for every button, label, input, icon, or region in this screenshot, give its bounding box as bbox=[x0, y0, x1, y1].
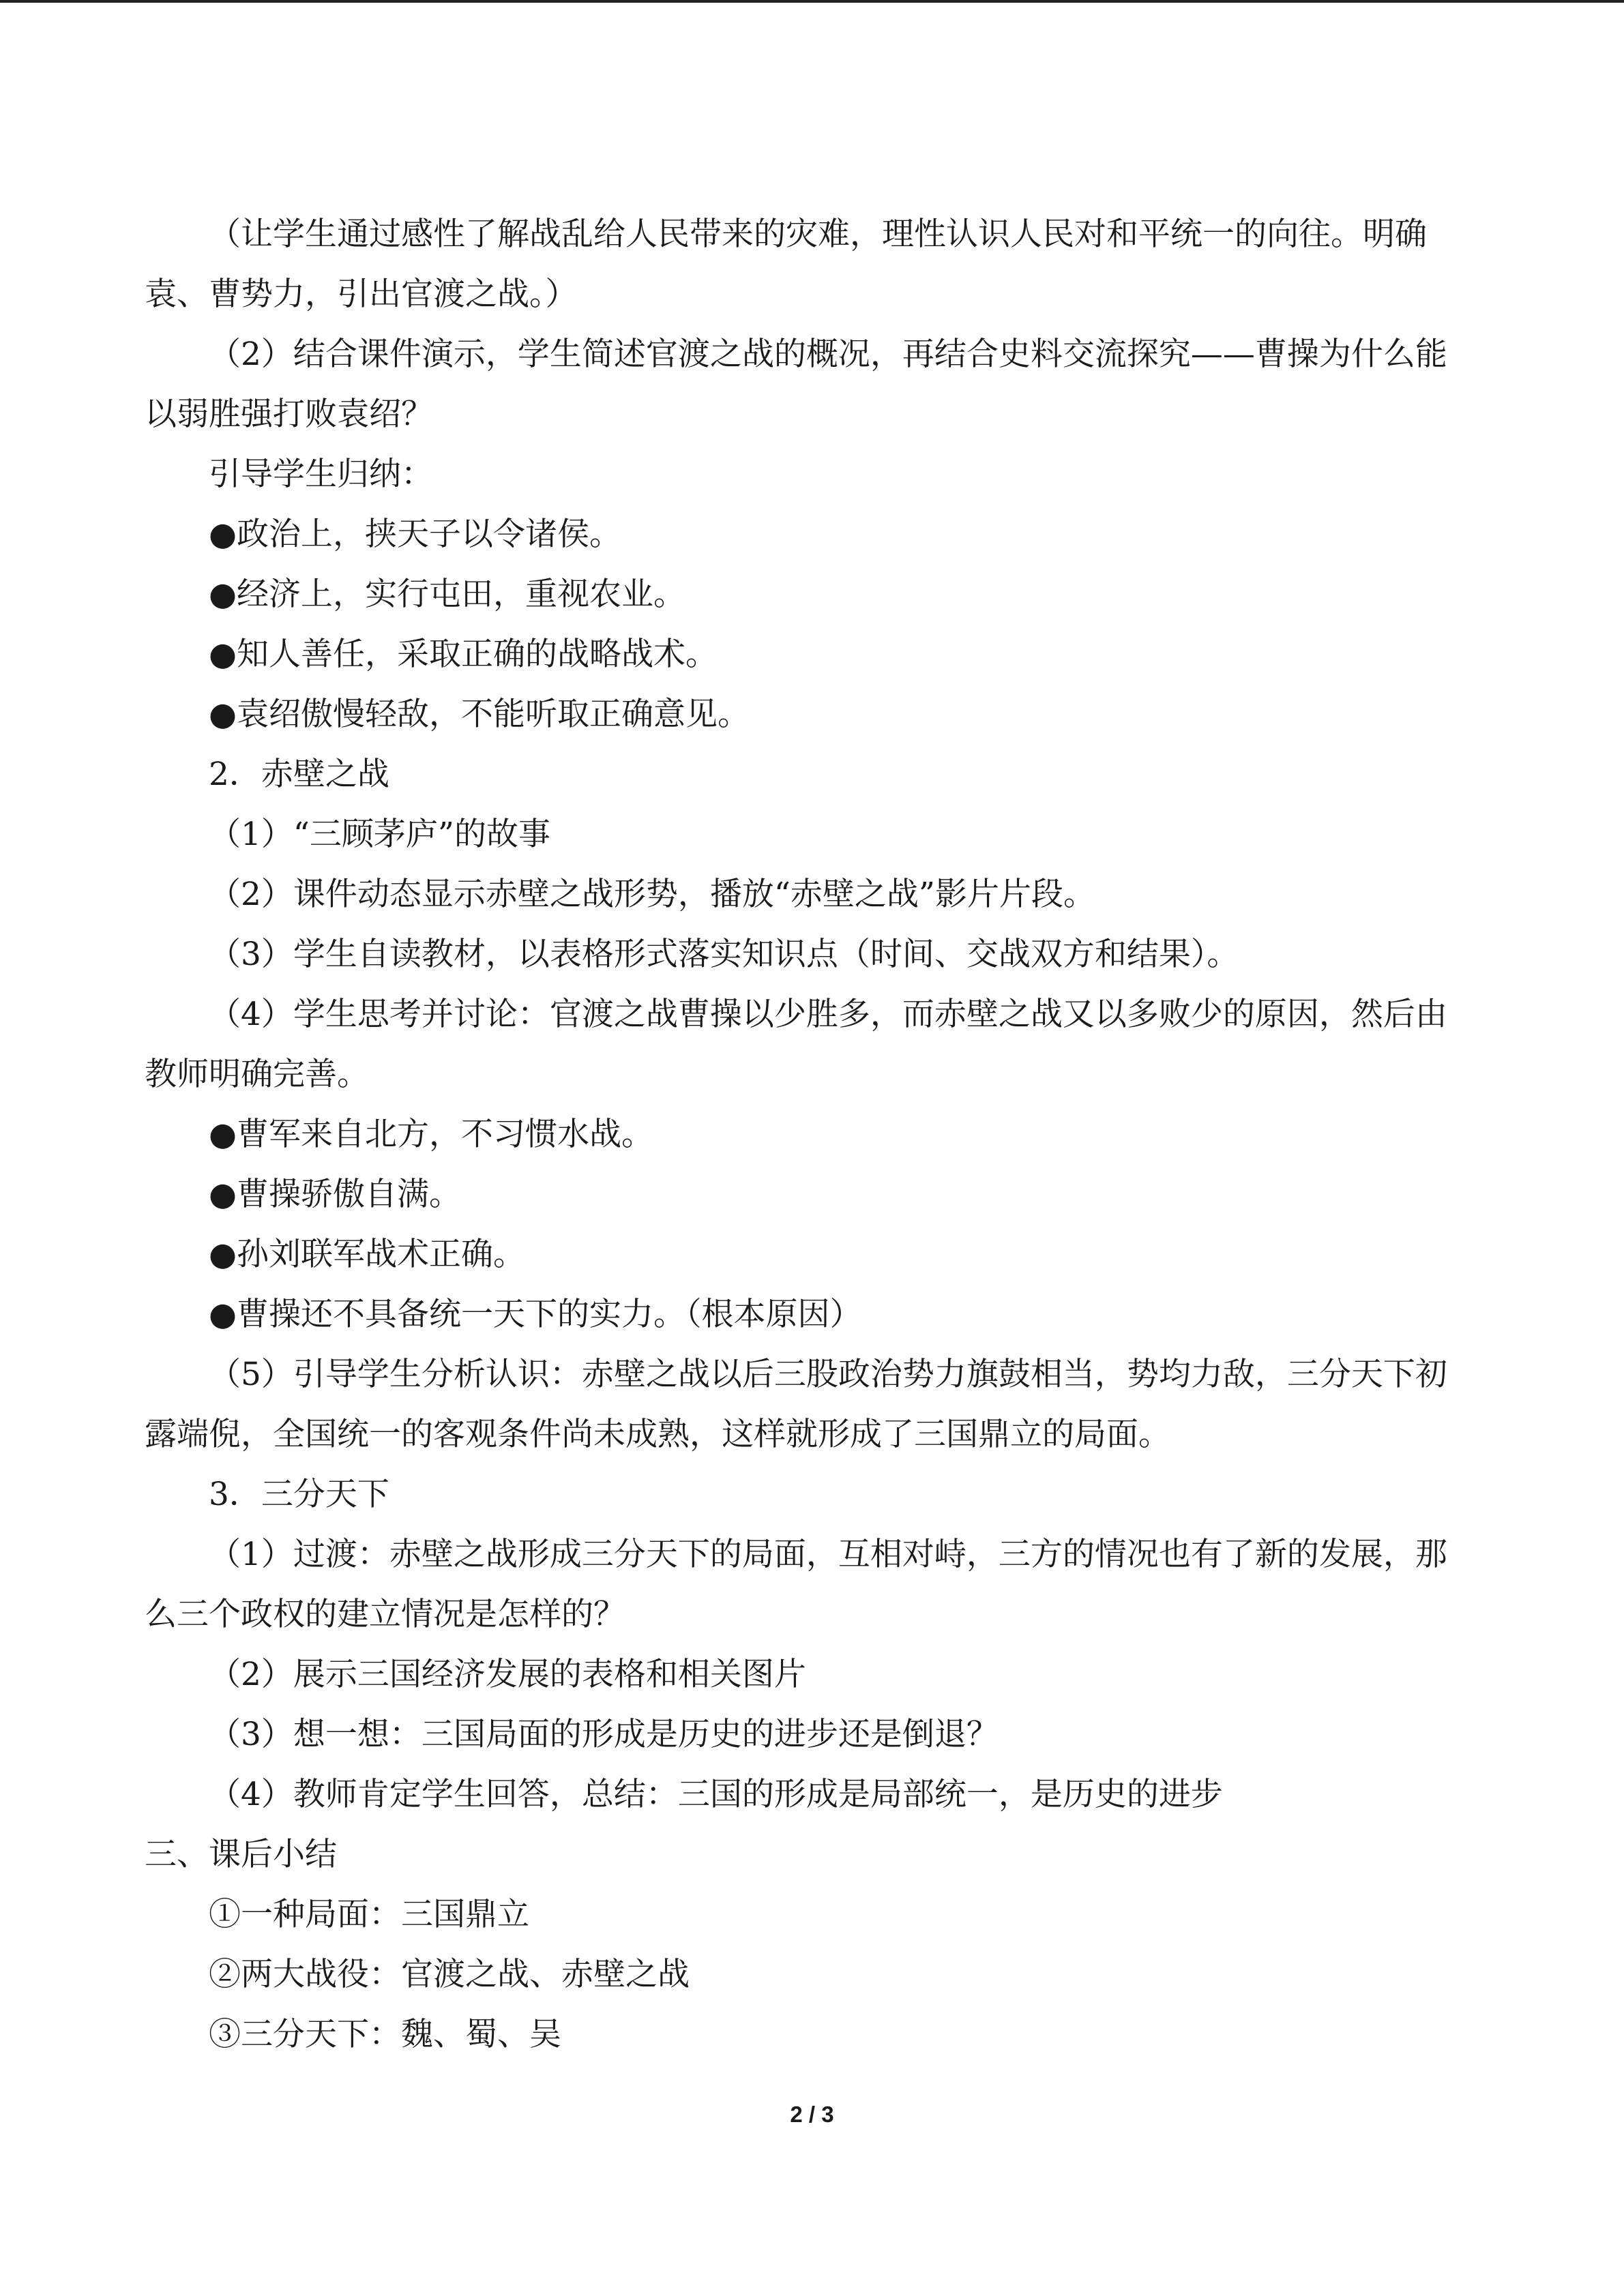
paragraph-line: （2）课件动态显示赤壁之战形势，播放“赤壁之战”影片片段。 bbox=[209, 876, 1095, 913]
paragraph-line: 以弱胜强打败袁绍？ bbox=[145, 396, 433, 433]
paragraph-line: 么三个政权的建立情况是怎样的？ bbox=[145, 1596, 625, 1633]
page-number: 2 / 3 bbox=[790, 2102, 834, 2127]
bullet-item: ●孙刘联军战术正确。 bbox=[209, 1236, 526, 1273]
section-heading: 2．赤壁之战 bbox=[209, 756, 389, 793]
bullet-item: ●经济上，实行屯田，重视农业。 bbox=[209, 576, 686, 613]
summary-item: ①一种局面：三国鼎立 bbox=[209, 1896, 529, 1933]
paragraph-line: （4）教师肯定学生回答，总结：三国的形成是局部统一，是历史的进步 bbox=[209, 1776, 1223, 1813]
document-body bbox=[145, 205, 1481, 2065]
paragraph-line: 露端倪，全国统一的客观条件尚未成熟，这样就形成了三国鼎立的局面。 bbox=[145, 1416, 1170, 1453]
paragraph-line: （5）引导学生分析认识：赤壁之战以后三股政治势力旗鼓相当，势均力敌，三分天下初 bbox=[209, 1356, 1447, 1393]
bullet-item: ●曹操骄傲自满。 bbox=[209, 1176, 462, 1213]
summary-item: ③三分天下：魏、蜀、吴 bbox=[209, 2016, 561, 2053]
paragraph-line: 袁、曹势力，引出官渡之战。） bbox=[145, 275, 578, 313]
summary-item: ②两大战役：官渡之战、赤壁之战 bbox=[209, 1956, 690, 1993]
bullet-item: ●政治上，挟天子以令诸侯。 bbox=[209, 516, 622, 553]
section-heading: 三、课后小结 bbox=[145, 1836, 337, 1873]
paragraph-line: （4）学生思考并讨论：官渡之战曹操以少胜多，而赤壁之战又以多败少的原因，然后由 bbox=[209, 996, 1447, 1033]
section-heading: 3．三分天下 bbox=[209, 1476, 389, 1513]
paragraph-line: 教师明确完善。 bbox=[145, 1056, 369, 1093]
paragraph-line: （1）过渡：赤壁之战形成三分天下的局面，互相对峙，三方的情况也有了新的发展，那 bbox=[209, 1536, 1447, 1573]
paragraph-line: （2）展示三国经济发展的表格和相关图片 bbox=[209, 1656, 806, 1693]
paragraph-line: 引导学生归纳： bbox=[209, 456, 433, 493]
paragraph-line: （3）想一想：三国局面的形成是历史的进步还是倒退？ bbox=[209, 1716, 999, 1753]
paragraph-line: （3）学生自读教材，以表格形式落实知识点（时间、交战双方和结果）。 bbox=[209, 936, 1239, 973]
bullet-item: ●曹操还不具备统一天下的实力。（根本原因） bbox=[209, 1296, 862, 1333]
top-border-line bbox=[0, 0, 1624, 3]
paragraph-line: （1）“三顾茅庐”的故事 bbox=[209, 816, 550, 853]
paragraph-line: （2）结合课件演示，学生简述官渡之战的概况，再结合史料交流探究——曹操为什么能 bbox=[209, 336, 1447, 373]
paragraph-line: （让学生通过感性了解战乱给人民带来的灾难，理性认识人民对和平统一的向往。明确 bbox=[209, 215, 1427, 253]
bullet-item: ●袁绍傲慢轻敌，不能听取正确意见。 bbox=[209, 696, 750, 733]
bullet-item: ●知人善任，采取正确的战略战术。 bbox=[209, 636, 718, 673]
bullet-item: ●曹军来自北方，不习惯水战。 bbox=[209, 1116, 654, 1153]
